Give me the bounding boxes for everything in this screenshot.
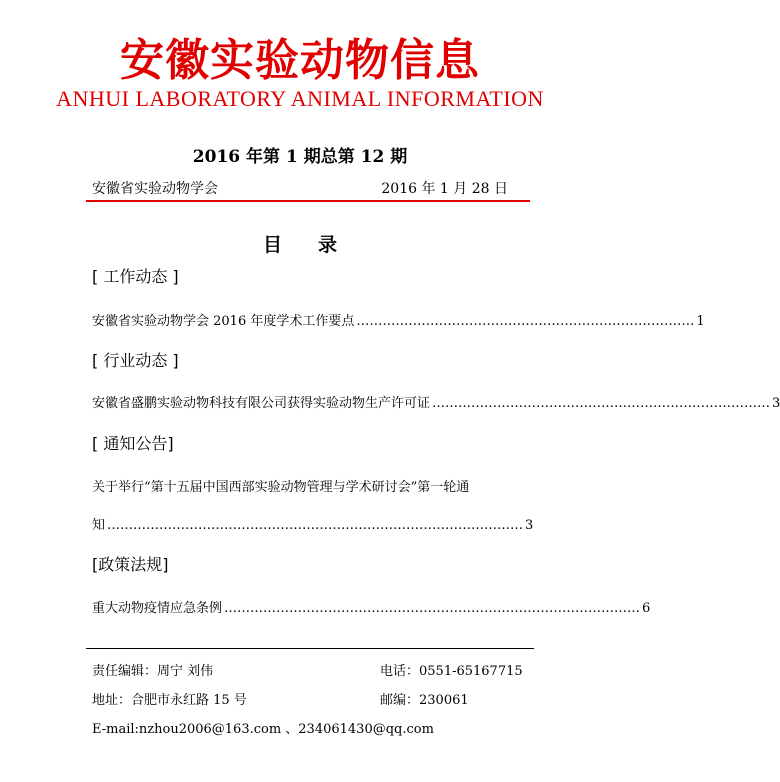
toc-entry-title: 重大动物疫情应急条例 [92, 601, 223, 616]
toc-entry-title: 知 [92, 518, 106, 533]
newsletter-title-chinese: 安徽实验动物信息 [120, 35, 480, 86]
toc-leader-dots: …………………………………………………………………………………… [224, 601, 641, 616]
footer-phone: 电话：0551-65167715 [380, 664, 523, 679]
toc-entry[interactable] [92, 310, 705, 329]
toc-entry-page: 1 [696, 314, 705, 329]
footer-divider [86, 648, 534, 649]
section-heading-announcements: [ 通知公告] [92, 434, 174, 453]
toc-entry-page: 3 [772, 396, 780, 411]
toc-entry-title: 安徽省盛鹏实验动物科技有限公司获得实验动物生产许可证 [92, 396, 431, 411]
toc-entry[interactable] [92, 597, 651, 616]
section-heading-industry-news: [ 行业动态 ] [92, 351, 179, 370]
toc-entry-title: 安徽省实验动物学会 2016 年度学术工作要点 [92, 314, 355, 329]
toc-leader-dots: …………………………………………………………………………………… [107, 518, 524, 533]
newsletter-title-english: ANHUI LABORATORY ANIMAL INFORMATION [56, 86, 544, 111]
toc-entry-page: 3 [525, 518, 534, 533]
footer-postcode: 邮编：230061 [380, 693, 469, 708]
section-heading-work-news: [ 工作动态 ] [92, 267, 179, 286]
footer-email[interactable]: E-mail:nzhou2006@163.com 、234061430@qq.com [92, 722, 434, 737]
issue-number: 2016 年第 1 期总第 12 期 [192, 147, 408, 167]
header-divider [86, 200, 530, 202]
toc-entry-title-line1[interactable]: 关于举行“第十五届中国西部实验动物管理与学术研讨会”第一轮通 [92, 480, 470, 495]
toc-entry[interactable] [92, 392, 780, 411]
toc-entry-page: 6 [642, 601, 651, 616]
toc-leader-dots: …………………………………………………………………… [432, 396, 771, 411]
footer-address: 地址：合肥市永红路 15 号 [92, 693, 247, 708]
toc-entry[interactable] [92, 514, 534, 533]
footer-editor: 责任编辑：周宁 刘伟 [92, 664, 214, 679]
publish-date: 2016 年 1 月 28 日 [381, 181, 508, 197]
toc-title: 目录 [262, 234, 373, 256]
toc-leader-dots: …………………………………………………………………… [356, 314, 695, 329]
section-heading-policies: [政策法规] [92, 555, 169, 574]
publisher-society: 安徽省实验动物学会 [92, 181, 218, 197]
